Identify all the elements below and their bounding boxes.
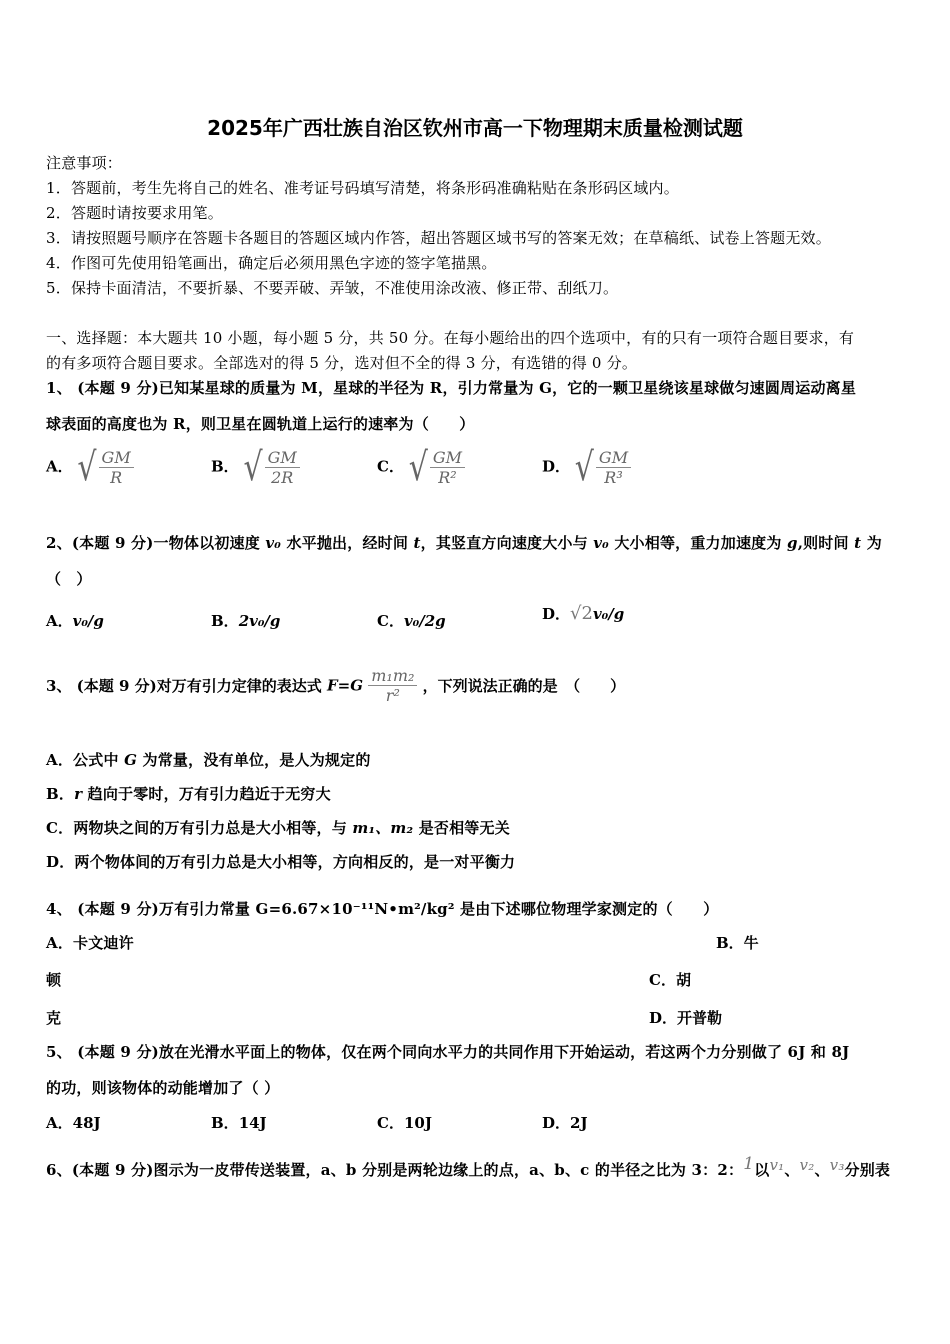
q1-option-c-label: C．: [377, 457, 404, 476]
q5-option-c: C．10J: [377, 1114, 432, 1132]
q4-stem: 4、 (本题 9 分)万有引力常量 G=6.67×10⁻¹¹N•m²/kg² 是由下述哪位物理学家测定的（ ）: [46, 900, 719, 918]
q4-option-c: C．胡: [649, 971, 691, 989]
q4-option-a: A．卡文迪许: [46, 934, 134, 952]
q5-option-b: B．14J: [211, 1114, 267, 1132]
notice-item-1: 1．答题前，考生先将自己的姓名、准考证号码填写清楚，将条形码准确粘贴在条形码区域内。: [46, 179, 679, 197]
q5-stem-line-1: 5、 (本题 9 分)放在光滑水平面上的物体，仅在两个同向水平力的共同作用下开始运动，若这两个力分别做了 6J 和 8J: [46, 1043, 850, 1061]
section-intro-line-2: 的有多项符合题目要求。全部选对的得 5 分，选对但不全的得 3 分，有选错的得 0 分。: [46, 354, 638, 372]
q2-option-c: C．v₀/2g: [377, 612, 446, 630]
q5-option-a: A．48J: [46, 1114, 101, 1132]
q2-option-d: D．√2v₀/g: [542, 603, 625, 624]
notice-item-3: 3．请按照题号顺序在答题卡各题目的答题区域内作答，超出答题区域书写的答案无效；在草稿纸、试卷上答题无效。: [46, 229, 831, 247]
q2-option-a: A．v₀/g: [46, 612, 104, 630]
q1-option-c-fraction: $\frac{GM}{\text{R²}}$: [430, 448, 465, 487]
q5-stem-line-2: 的功，则该物体的动能增加了（ ）: [46, 1079, 280, 1097]
page-title: 2025年广西壮族自治区钦州市高一下物理期末质量检测试题: [207, 116, 743, 140]
q1-stem-line-2: 球表面的高度也为 R，则卫星在圆轨道上运行的速率为（ ）: [46, 415, 475, 433]
q3-option-a: A．公式中 G 为常量，没有单位，是人为规定的: [46, 751, 371, 769]
q1-option-a-label: A．: [46, 457, 73, 476]
q1-stem-line-1: 1、 (本题 9 分)已知某星球的质量为 M，星球的半径为 R，引力常量为 G，它的一颗卫星绕该星球做匀速圆周运动离星: [46, 379, 857, 397]
q1-option-b-label: B．: [211, 457, 239, 476]
q4-option-b: B．牛: [716, 934, 759, 952]
q1-option-d: [542, 444, 631, 491]
q1-option-b: [211, 444, 300, 491]
notice-item-4: 4．作图可先使用铅笔画出，确定后必须用黑色字迹的签字笔描黑。: [46, 254, 497, 272]
sqrt-symbol: √: [243, 444, 263, 491]
q1-option-a-fraction: $\frac{GM}{R}$: [99, 448, 134, 487]
q4-option-d: D．开普勒: [649, 1009, 723, 1027]
notice-item-2: 2．答题时请按要求用笔。: [46, 204, 223, 222]
sqrt-symbol: √: [574, 444, 594, 491]
q1-option-b-fraction: $\frac{GM}{2R}$: [265, 448, 300, 487]
q2-stem-line-1: 2、(本题 9 分)一物体以初速度 v₀ 水平抛出，经时间 t，其竖直方向速度大小与 v₀ 大小相等，重力加速度为 g,则时间 t 为: [46, 534, 882, 552]
q4-option-c-wrap: 克: [46, 1009, 62, 1027]
q2-stem-line-2: （ ）: [46, 570, 92, 588]
q3-option-c: C．两物块之间的万有引力总是大小相等，与 m₁、m₂ 是否相等无关: [46, 819, 510, 837]
q3-formula-fraction: $\frac{\text{m₁m₂}}{\text{r²}}$: [368, 666, 417, 705]
notice-item-5: 5．保持卡面清洁，不要折暴、不要弄破、弄皱，不准使用涂改液、修正带、刮纸刀。: [46, 279, 619, 297]
sqrt-symbol: √: [408, 444, 428, 491]
q3-stem: 3、 (本题 9 分)对万有引力定律的表达式 F=G $\frac{\text{m₁m₂}}{\text{r²}}$ ，下列说法正确的是 （ ）: [46, 666, 626, 705]
notice-heading: 注意事项：: [46, 154, 123, 172]
q1-option-d-label: D．: [542, 457, 571, 476]
q6-stem-line-1: 6、(本题 9 分)图示为一皮带传送装置，a、b 分别是两轮边缘上的点，a、b、c 的半径之比为 3：2：1以v₁、v₂、v₃分别表: [46, 1154, 891, 1179]
section-intro-line-1: 一、选择题：本大题共 10 小题，每小题 5 分，共 50 分。在每小题给出的四个选项中，有的只有一项符合题目要求，有: [46, 329, 855, 347]
sqrt-symbol: √: [77, 444, 97, 491]
q5-option-d: D．2J: [542, 1114, 588, 1132]
q3-option-d: D．两个物体间的万有引力总是大小相等，方向相反的，是一对平衡力: [46, 853, 516, 871]
q4-option-b-wrap: 顿: [46, 971, 62, 989]
q1-option-c: [377, 444, 465, 491]
q1-option-a: [46, 444, 134, 491]
q2-option-b: B．2v₀/g: [211, 612, 281, 630]
q3-option-b: B．r 趋向于零时，万有引力趋近于无穷大: [46, 785, 331, 803]
q1-option-d-fraction: $\frac{GM}{\text{R³}}$: [596, 448, 631, 487]
